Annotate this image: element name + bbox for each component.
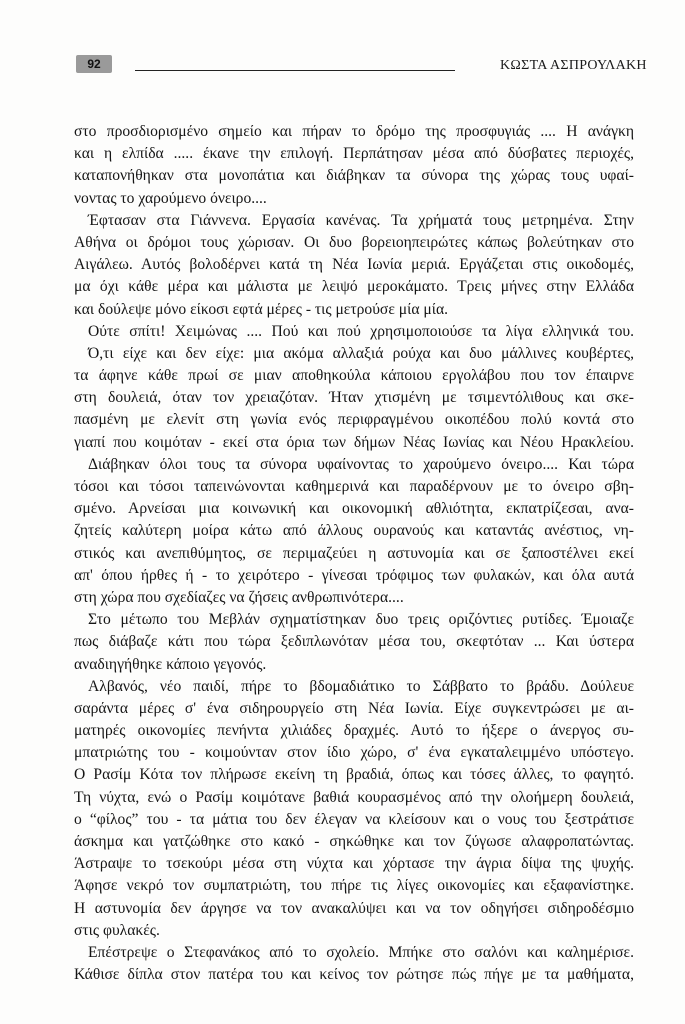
text-line: σαράντα μέρες σ' ένα σιδηρουργείο στη Νέα Ιωνία. Είχε συγκεντρώσει με αι-	[74, 699, 634, 717]
text-line: γιαπί που κοιμόταν - εκεί στα όρια των δήμων Νέας Ιωνίας και Νέου Ηρακλείου.	[74, 433, 634, 451]
text-line: Η αστυνομία δεν άργησε να τον ανακαλύψει και να τον οδηγήσει σιδηροδέσμιο	[74, 899, 634, 917]
text-line: Άφησε νεκρό τον συμπατριώτη, του πήρε τις λίγες οικονομίες και εξαφανίστηκε.	[74, 877, 634, 895]
text-line: Άστραψε το τσεκούρι μέσα στη νύχτα και χόρτασε την άγρια δίψα της ψυχής.	[74, 855, 634, 873]
text-line: στο προσδιορισμένο σημείο και πήραν το δρόμο της προσφυγιάς .... Η ανάγκη	[74, 123, 634, 140]
text-line: πασμένη με ελενίτ στη γωνία ενός περιφραγμένου οικοπέδου πολύ κοντά στο	[74, 411, 634, 429]
text-line: πως διάβαζε κάτι που τώρα ξεδιπλωνόταν μέσα του, σκεφτόταν ... Και ύστερα	[74, 633, 634, 651]
text-line: ο “φίλος” του - τα μάτια του δεν έλεγαν να κλείσουν και ο νους του ξεστράτισε	[74, 810, 634, 828]
running-head-author: ΚΩΣΤΑ ΑΣΠΡΟΥΛΑΚΗ	[500, 58, 647, 73]
text-line: Αθήνα οι δρόμοι τους χώρισαν. Οι δυο βορειοηπειρώτες κάπως βολεύτηκαν στο	[74, 233, 634, 251]
text-line: Ό,τι είχε και δεν είχε: μια ακόμα αλλαξιά ρούχα και δυο μάλλινες κουβέρτες,	[88, 344, 634, 362]
text-line: Αλβανός, νέο παιδί, πήρε το βδομαδιάτικο το Σάββατο το βράδυ. Δούλευε	[88, 677, 634, 695]
text-line: Στο μέτωπο του Μεβλάν σχηματίστηκαν δυο τρεις οριζόντιες ρυτίδες. Έμοιαζε	[88, 611, 634, 629]
text-line: αναδιηγήθηκε κάποιο γεγονός.	[74, 655, 267, 673]
text-line: στη χώρα που σχεδίαζες να ζήσεις ανθρωπινότερα....	[74, 588, 404, 606]
text-line: Ούτε σπίτι! Χειμώνας .... Πού και πού χρησιμοποιούσε τα λίγα ελληνικά του.	[88, 322, 634, 340]
text-line: μα όχι κάθε μέρα και μάλιστα με λειψό μεροκάματο. Τρεις μήνες στην Ελλάδα	[74, 278, 634, 296]
header-rule	[135, 70, 455, 71]
text-line: Ο Ρασίμ Κότα τον πλήρωσε εκείνη τη βραδιά, όπως και τόσες άλλες, το φαγητό.	[74, 766, 634, 784]
text-line: τα άφηνε κάθε πρωί σε μιαν αποθηκούλα κάποιου εργολάβου που τον έπαιρνε	[74, 367, 634, 385]
text-line: σμένο. Αρνείσαι μια κοινωνική και οικονομική αθλιότητα, εκπατρίζεσαι, ανα-	[74, 500, 634, 518]
text-line: καταπονήθηκαν στα μονοπάτια και διάβηκαν τα σύνορα της χώρας τους υφαί-	[74, 167, 634, 185]
text-line: και δούλεψε μόνο είκοσι εφτά μέρες - τις μετρούσε μία μία.	[74, 300, 449, 318]
text-line: Διάβηκαν όλοι τους τα σύνορα υφαίνοντας το χαρούμενο όνειρο.... Και τώρα	[88, 455, 634, 473]
text-line: στικός και ανεπιθύμητος, σε περιμαζεύει η αστυνομία και σε ξαποστέλνει εκεί	[74, 544, 634, 562]
text-line: Επέστρεψε ο Στεφανάκος από το σχολείο. Μπήκε στο σαλόνι και καλημέρισε.	[88, 943, 634, 961]
text-line: τόσοι και τόσοι ταπεινώνονται καθημερινά και παραδέρνουν με το όνειρο σβη-	[74, 478, 634, 495]
body-text	[74, 121, 634, 986]
text-line: στις φυλακές.	[74, 921, 160, 939]
text-line: Αιγάλεω. Αυτός βολοδέρνει κατά τη Νέα Ιωνία μεριά. Εργάζεται στις οικοδομές,	[74, 256, 634, 274]
text-line: μπατριώτης του - κοιμούνταν στον ίδιο χώρο, σ' ένα εγκαταλειμμένο υπόστεγο.	[74, 744, 634, 762]
text-line: Τη νύχτα, ενώ ο Ρασίμ κοιμότανε βαθιά κουρασμένος από την ολοήμερη δουλειά,	[74, 788, 634, 806]
text-line: απ' όπου ήρθες ή - το χειρότερο - γίνεσαι τρόφιμος των φυλακών, και όλα αυτά	[74, 566, 634, 584]
text-line: άσκημα και γατζώθηκε στο κακό - σηκώθηκε και τον ζύγωσε αλαφροπατώντας.	[74, 833, 634, 850]
text-line: ζητείς καλύτερη μοίρα κάτω από άλλους ουρανούς και καταντάς ανέστιος, νη-	[74, 522, 634, 540]
text-line: Κάθισε δίπλα στον πατέρα του και κείνος τον ρώτησε πώς πήγε με τα μαθήματα,	[74, 966, 634, 984]
text-line: ματηρές οικονομίες πενήντα χιλιάδες δραχμές. Αυτό το ήξερε ο άνεργος συ-	[74, 722, 634, 740]
page-number: 92	[76, 55, 112, 73]
text-line: και η ελπίδα ..... έκανε την επιλογή. Περπάτησαν μέσα από δύσβατες περιοχές,	[74, 145, 634, 163]
text-line: Έφτασαν στα Γιάννενα. Εργασία κανένας. Τα χρήματά τους μετρημένα. Στην	[88, 211, 634, 229]
text-line: στη δουλειά, όταν τον χρειαζόταν. Ήταν χτισμένη με τσιμεντόλιθους και σκε-	[74, 389, 634, 407]
text-line: νοντας το χαρούμενο όνειρο....	[74, 189, 267, 207]
